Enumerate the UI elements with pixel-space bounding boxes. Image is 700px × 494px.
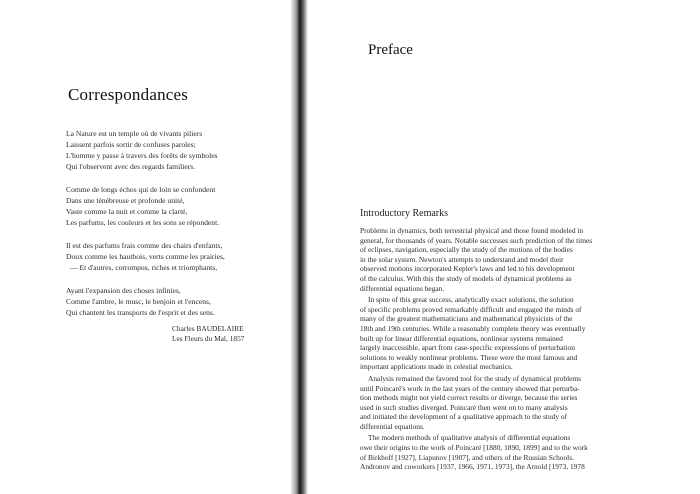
text-line: built up for linear differential equations, nonlinear systems remained	[360, 333, 563, 343]
poem-author: Charles BAUDELAIRE	[172, 324, 244, 333]
poem-line: La Nature est un temple où de vivants piliers	[66, 129, 203, 138]
text-line: Andronov and coworkers [1937, 1966, 1971, 1973], the Arnold [1973, 1978	[360, 462, 585, 472]
left-page	[0, 0, 290, 494]
poem-line: Ayant l'expansion des choses infinies,	[66, 286, 181, 295]
poem-line: Qui chantent les transports de l'esprit et des sens.	[66, 308, 215, 317]
paragraph	[360, 295, 678, 372]
text-line: used in such studies diverged. Poincaré then went on to many analysis	[360, 402, 568, 412]
poem-line: Dans une ténébreuse et profonde unité,	[66, 196, 185, 205]
text-line: important applications made in celestial mechanics.	[360, 362, 513, 372]
paragraph	[360, 433, 678, 471]
poem-line: Il est des parfums frais comme des chairs d'enfants,	[66, 241, 223, 250]
text-line: largely inaccessible, apart from case-specific expressions of perturbation	[360, 343, 575, 353]
poem-line: — Et d'autres, corrompus, riches et triomphants,	[70, 263, 218, 272]
poem-attribution	[172, 324, 244, 344]
text-line: tion methods might not yield correct results or diverge, because the series	[360, 393, 578, 403]
poem-stanza	[66, 240, 276, 273]
text-line: of specific problems proved remarkably difficult and engaged the minds of	[360, 304, 582, 314]
poem-line: Vaste comme la nuit et comme la clarté,	[66, 207, 188, 216]
poem-line: Comme l'ambre, le musc, le benjoin et l'encens,	[66, 297, 211, 306]
text-line: of eclipses, navigation, especially the study of the motions of the bodies	[360, 245, 573, 255]
text-line: differential equations began.	[360, 283, 445, 293]
text-line: 18th and 19th centuries. While a reasonably complete theory was eventually	[360, 323, 586, 333]
text-line: The modern methods of qualitative analysis of differential equations	[368, 433, 571, 443]
paragraph	[360, 374, 678, 432]
section-heading: Introductory Remarks	[360, 208, 449, 219]
text-line: many of the greatest mathematicians and mathematical physicists of the	[360, 314, 573, 324]
chapter-title: Correspondances	[68, 85, 189, 104]
text-line: and initiated the development of a qualitative approach to the study of	[360, 412, 568, 422]
body-text	[360, 226, 678, 474]
book-gutter	[290, 0, 308, 494]
poem-line: Comme de longs échos qui de loin se confondent	[66, 185, 216, 194]
poem-stanza	[66, 128, 276, 172]
poem-stanza	[66, 184, 276, 228]
text-line: of the calculus. With this the study of models of dynamical problems as	[360, 273, 572, 283]
text-line: In spite of this great success, analytically exact solutions, the solution	[368, 295, 574, 305]
preface-title: Preface	[368, 42, 413, 58]
poem-line: Laissent parfois sortir de confuses paroles;	[66, 140, 196, 149]
text-line: observed motions incorporated Kepler's laws and led to his development	[360, 264, 575, 274]
text-line: Analysis remained the favored tool for the study of dynamical problems	[368, 373, 582, 383]
poem-stanza	[66, 285, 276, 318]
text-line: solutions to weakly nonlinear problems. These were the most famous and	[360, 352, 578, 362]
poem-line: Doux comme les hautbois, verts comme les prairies,	[66, 252, 225, 261]
text-line: Problems in dynamics, both terrestrial physical and those found modeled in	[360, 226, 584, 235]
text-line: until Poincaré's work in the last years of the century showed that perturba-	[360, 383, 580, 393]
poem-line: Les parfums, les couleurs et les sons se répondent.	[66, 218, 220, 227]
text-line: general, for thousands of years. Notable successes such prediction of the times	[360, 235, 593, 245]
text-line: owe their origins to the work of Poincaré [1880, 1890, 1899] and to the work	[360, 443, 588, 453]
poem-line: L'homme y passe à travers des forêts de symboles	[66, 151, 218, 160]
text-line: of Birkhoff [1927], Liapunov [1907], and others of the Russian Schools.	[360, 452, 574, 462]
text-line: in the solar system. Newton's attempts to understand and model their	[360, 254, 564, 264]
text-line: differential equations.	[360, 421, 425, 431]
right-page	[308, 0, 700, 494]
poem-source: Les Fleurs du Mal, 1857	[172, 334, 245, 343]
paragraph	[360, 226, 678, 293]
poem	[66, 128, 276, 330]
poem-line: Qui l'observent avec des regards familiers.	[66, 162, 196, 171]
